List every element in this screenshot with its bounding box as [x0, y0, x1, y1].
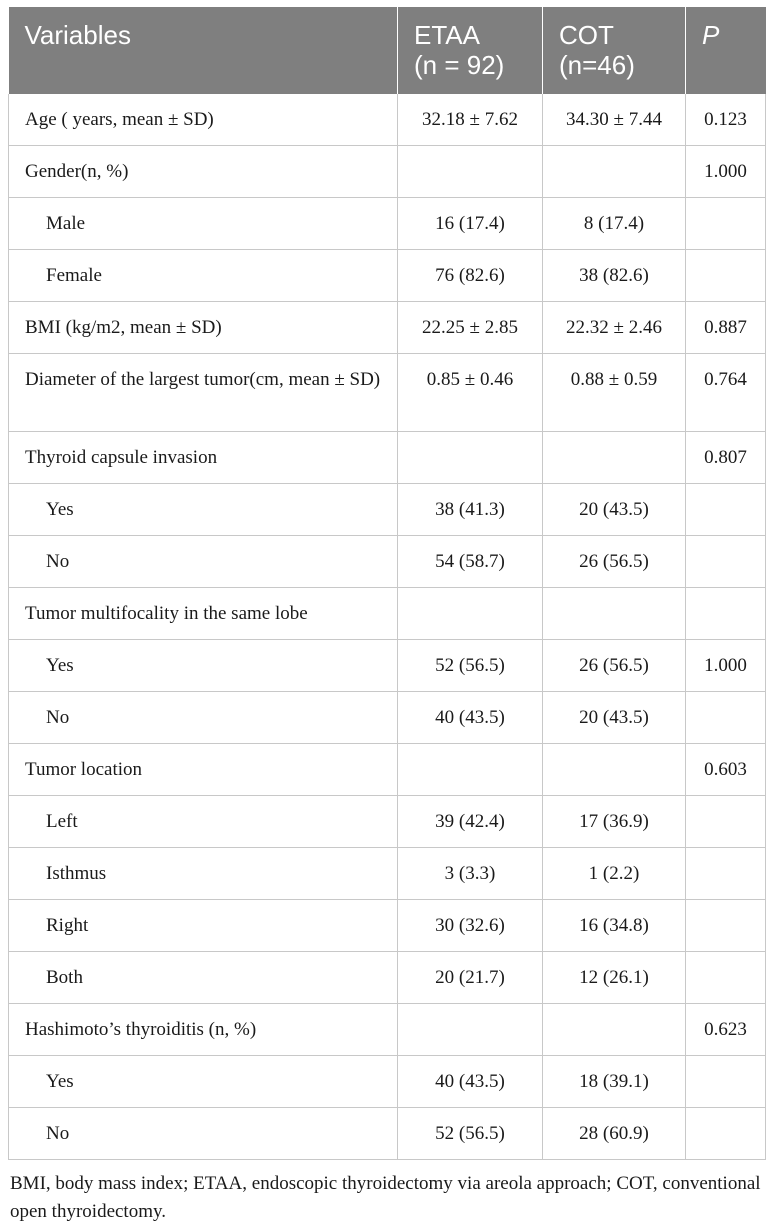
p-value: [686, 848, 766, 900]
etaa-value: 40 (43.5): [398, 692, 543, 744]
p-value: [686, 796, 766, 848]
baseline-table-container: [8, 7, 765, 1160]
cot-value: [543, 744, 686, 796]
etaa-value: [398, 744, 543, 796]
row-label: Thyroid capsule invasion: [9, 432, 398, 484]
table-row: [9, 536, 766, 588]
cot-value: 34.30 ± 7.44: [543, 94, 686, 146]
table-footnote: BMI, body mass index; ETAA, endoscopic thyroidectomy via areola approach; COT, conventional open thyroidectomy.: [10, 1173, 761, 1222]
cot-value: 22.32 ± 2.46: [543, 302, 686, 354]
table-row: [9, 692, 766, 744]
cot-value: [543, 1004, 686, 1056]
header-cot: COT (n=46): [543, 7, 686, 94]
etaa-value: 3 (3.3): [398, 848, 543, 900]
p-value: 1.000: [686, 146, 766, 198]
cot-value: 26 (56.5): [543, 640, 686, 692]
row-label: Female: [9, 250, 398, 302]
etaa-value: [398, 1004, 543, 1056]
etaa-value: 0.85 ± 0.46: [398, 354, 543, 432]
p-value: [686, 198, 766, 250]
table-row: [9, 198, 766, 250]
cot-value: [543, 432, 686, 484]
row-label: Tumor multifocality in the same lobe: [9, 588, 398, 640]
row-label: Yes: [9, 640, 398, 692]
row-label: Male: [9, 198, 398, 250]
row-label: Both: [9, 952, 398, 1004]
row-label: No: [9, 692, 398, 744]
cot-value: [543, 588, 686, 640]
cot-value: 38 (82.6): [543, 250, 686, 302]
etaa-value: 76 (82.6): [398, 250, 543, 302]
cot-value: 16 (34.8): [543, 900, 686, 952]
table-row: [9, 744, 766, 796]
p-value: [686, 1056, 766, 1108]
cot-value: 26 (56.5): [543, 536, 686, 588]
table-row: [9, 354, 766, 432]
header-etaa: ETAA (n = 92): [398, 7, 543, 94]
table-row: [9, 848, 766, 900]
table-row: [9, 796, 766, 848]
p-value: [686, 588, 766, 640]
p-value: 1.000: [686, 640, 766, 692]
header-p-value: P: [686, 7, 766, 94]
etaa-value: 52 (56.5): [398, 1108, 543, 1160]
table-row: [9, 484, 766, 536]
etaa-value: 16 (17.4): [398, 198, 543, 250]
etaa-value: 20 (21.7): [398, 952, 543, 1004]
cot-value: 20 (43.5): [543, 692, 686, 744]
row-label: Hashimoto’s thyroiditis (n, %): [9, 1004, 398, 1056]
table-row: [9, 302, 766, 354]
cot-value: 8 (17.4): [543, 198, 686, 250]
etaa-value: 52 (56.5): [398, 640, 543, 692]
row-label: Gender(n, %): [9, 146, 398, 198]
row-label: Yes: [9, 484, 398, 536]
etaa-value: [398, 146, 543, 198]
table-row: [9, 250, 766, 302]
p-value: [686, 536, 766, 588]
p-value: 0.603: [686, 744, 766, 796]
cot-value: 1 (2.2): [543, 848, 686, 900]
p-value: [686, 1108, 766, 1160]
p-value: 0.123: [686, 94, 766, 146]
row-label: Right: [9, 900, 398, 952]
table-row: [9, 640, 766, 692]
etaa-value: 54 (58.7): [398, 536, 543, 588]
table-row: [9, 900, 766, 952]
row-label: No: [9, 536, 398, 588]
p-value: 0.887: [686, 302, 766, 354]
row-label: No: [9, 1108, 398, 1160]
baseline-characteristics-table: [8, 7, 766, 1160]
etaa-value: 38 (41.3): [398, 484, 543, 536]
cot-value: [543, 146, 686, 198]
cot-value: 18 (39.1): [543, 1056, 686, 1108]
etaa-value: 30 (32.6): [398, 900, 543, 952]
row-label: Left: [9, 796, 398, 848]
row-label: Tumor location: [9, 744, 398, 796]
table-row: [9, 94, 766, 146]
etaa-value: 22.25 ± 2.85: [398, 302, 543, 354]
cot-value: 20 (43.5): [543, 484, 686, 536]
row-label: Diameter of the largest tumor(cm, mean ± SD): [9, 354, 398, 432]
row-label: BMI (kg/m2, mean ± SD): [9, 302, 398, 354]
p-value: [686, 692, 766, 744]
table-row: [9, 588, 766, 640]
p-value: [686, 900, 766, 952]
etaa-value: [398, 588, 543, 640]
p-value: [686, 484, 766, 536]
cot-value: 17 (36.9): [543, 796, 686, 848]
etaa-value: 32.18 ± 7.62: [398, 94, 543, 146]
cot-value: 12 (26.1): [543, 952, 686, 1004]
row-label: Age ( years, mean ± SD): [9, 94, 398, 146]
p-value: 0.807: [686, 432, 766, 484]
etaa-value: 39 (42.4): [398, 796, 543, 848]
row-label: Isthmus: [9, 848, 398, 900]
p-value: 0.623: [686, 1004, 766, 1056]
etaa-value: 40 (43.5): [398, 1056, 543, 1108]
table-row: [9, 952, 766, 1004]
p-value: [686, 250, 766, 302]
p-value: 0.764: [686, 354, 766, 432]
table-row: [9, 1108, 766, 1160]
row-label: Yes: [9, 1056, 398, 1108]
table-row: [9, 146, 766, 198]
table-row: [9, 432, 766, 484]
table-header-row: [9, 7, 766, 94]
table-row: [9, 1004, 766, 1056]
etaa-value: [398, 432, 543, 484]
p-value: [686, 952, 766, 1004]
cot-value: 28 (60.9): [543, 1108, 686, 1160]
header-variables: Variables: [9, 7, 398, 94]
table-row: [9, 1056, 766, 1108]
cot-value: 0.88 ± 0.59: [543, 354, 686, 432]
